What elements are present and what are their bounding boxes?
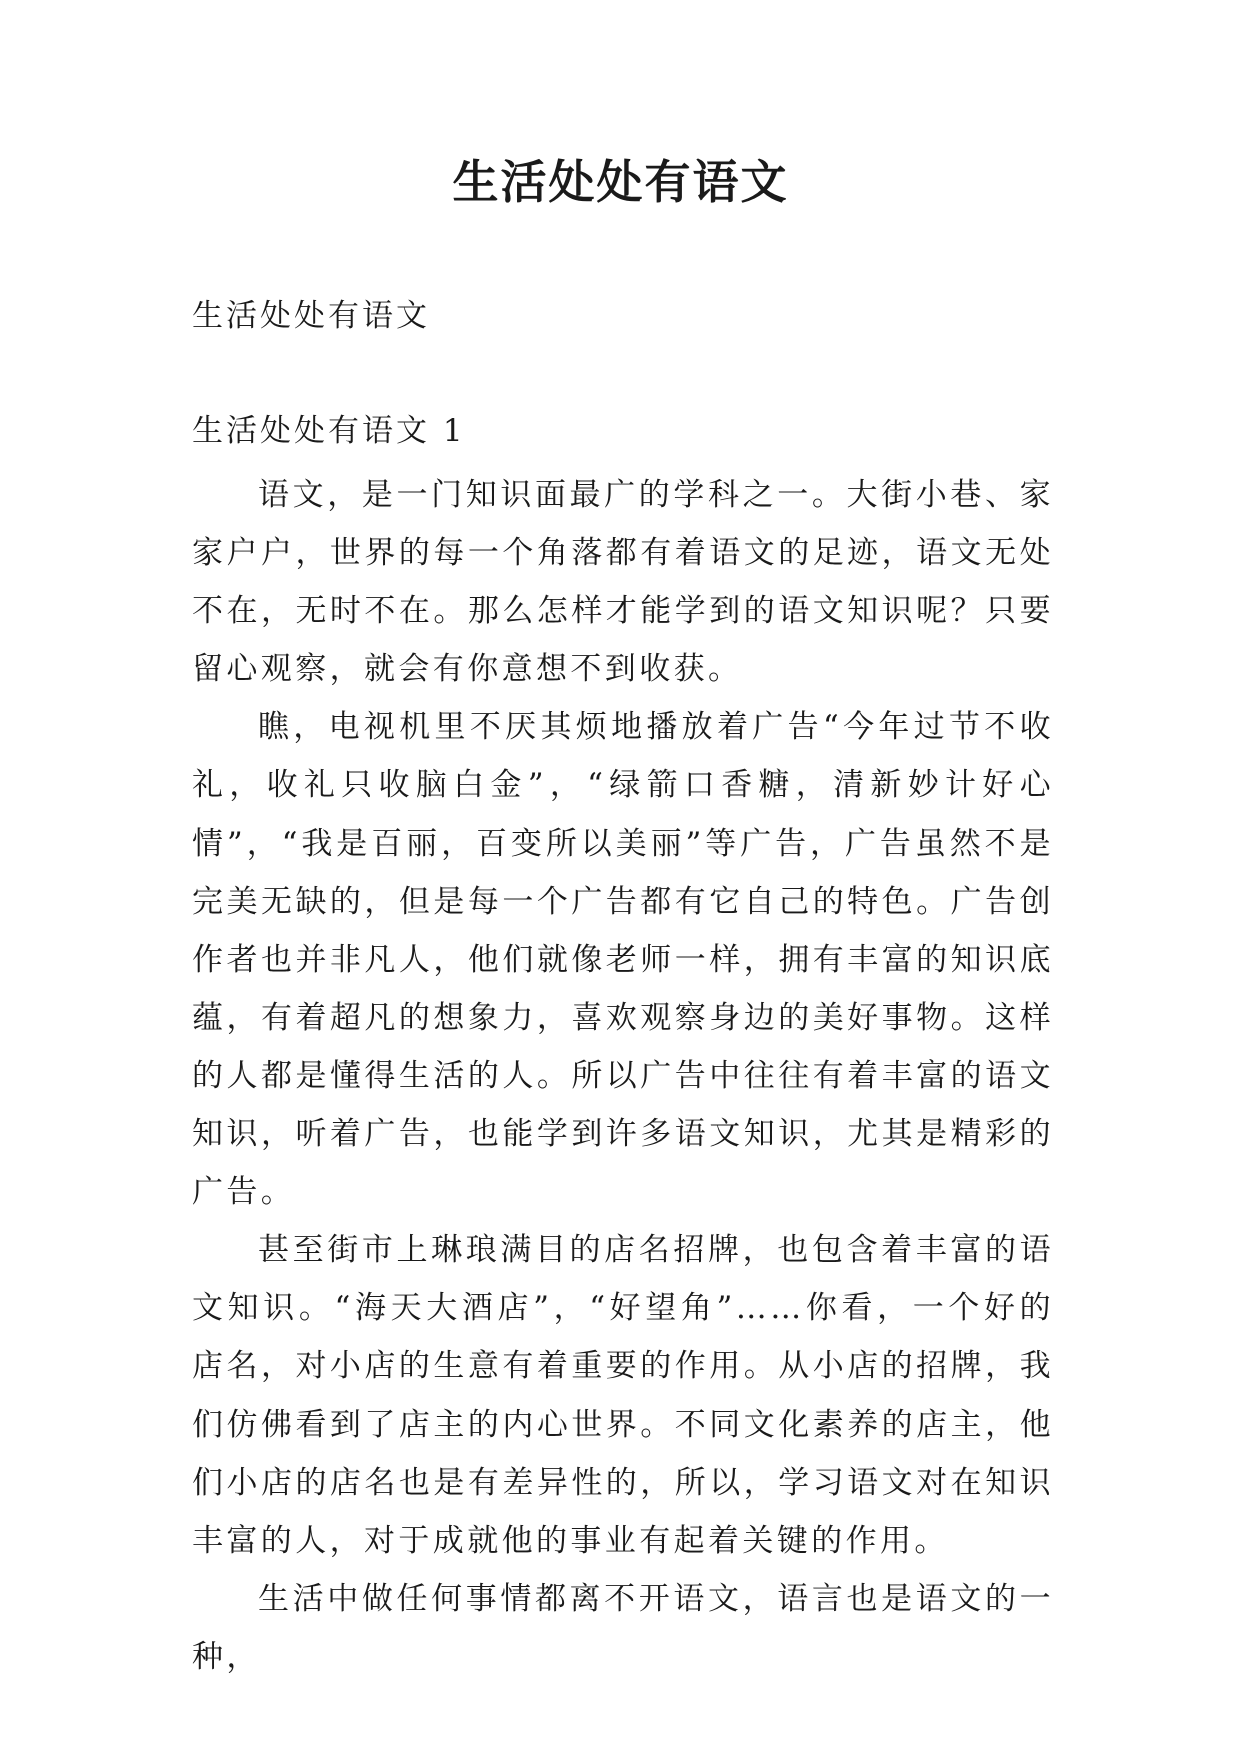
section-heading: 生活处处有语文 1 <box>192 413 466 449</box>
paragraph-1: 语文，是一门知识面最广的学科之一。大街小巷、家家户户，世界的每一个角落都有着语文的足迹，语文无处不在，无时不在。那么怎样才能学到的语文知识呢？只要留心观察，就会有你意想不到收获。 <box>192 477 1054 688</box>
paragraph-2: 瞧，电视机里不厌其烦地播放着广告“今年过节不收礼，收礼只收脑白金”，“绿箭口香糖，清新妙计好心情”，“我是百丽，百变所以美丽”等广告，广告虽然不是完美无缺的，但是每一个广告都有它自己的特色。广告创作者也并非凡人，他们就像老师一样，拥有丰富的知识底蕴，有着超凡的想象力，喜欢观察身边的美好事物。这样的人都是懂得生活的人。所以广告中往往有着丰富的语文知识，听着广告，也能学到许多语文知识，尤其是精彩的广告。 <box>192 709 1054 1211</box>
paragraph-3: 甚至街市上琳琅满目的店名招牌，也包含着丰富的语文知识。“海天大酒店”，“好望角”……你看，一个好的店名，对小店的生意有着重要的作用。从小店的招牌，我们仿佛看到了店主的内心世界。不同文化素养的店主，他们小店的店名也是有差异性的，所以，学习语文对在知识丰富的人，对于成就他的事业有起着关键的作用。 <box>192 1232 1054 1559</box>
document-title: 生活处处有语文 <box>452 155 789 209</box>
document-body <box>192 466 1054 1686</box>
paragraph-4: 生活中做任何事情都离不开语文，语言也是语文的一种， <box>192 1580 1054 1675</box>
document-subtitle: 生活处处有语文 <box>192 298 430 334</box>
